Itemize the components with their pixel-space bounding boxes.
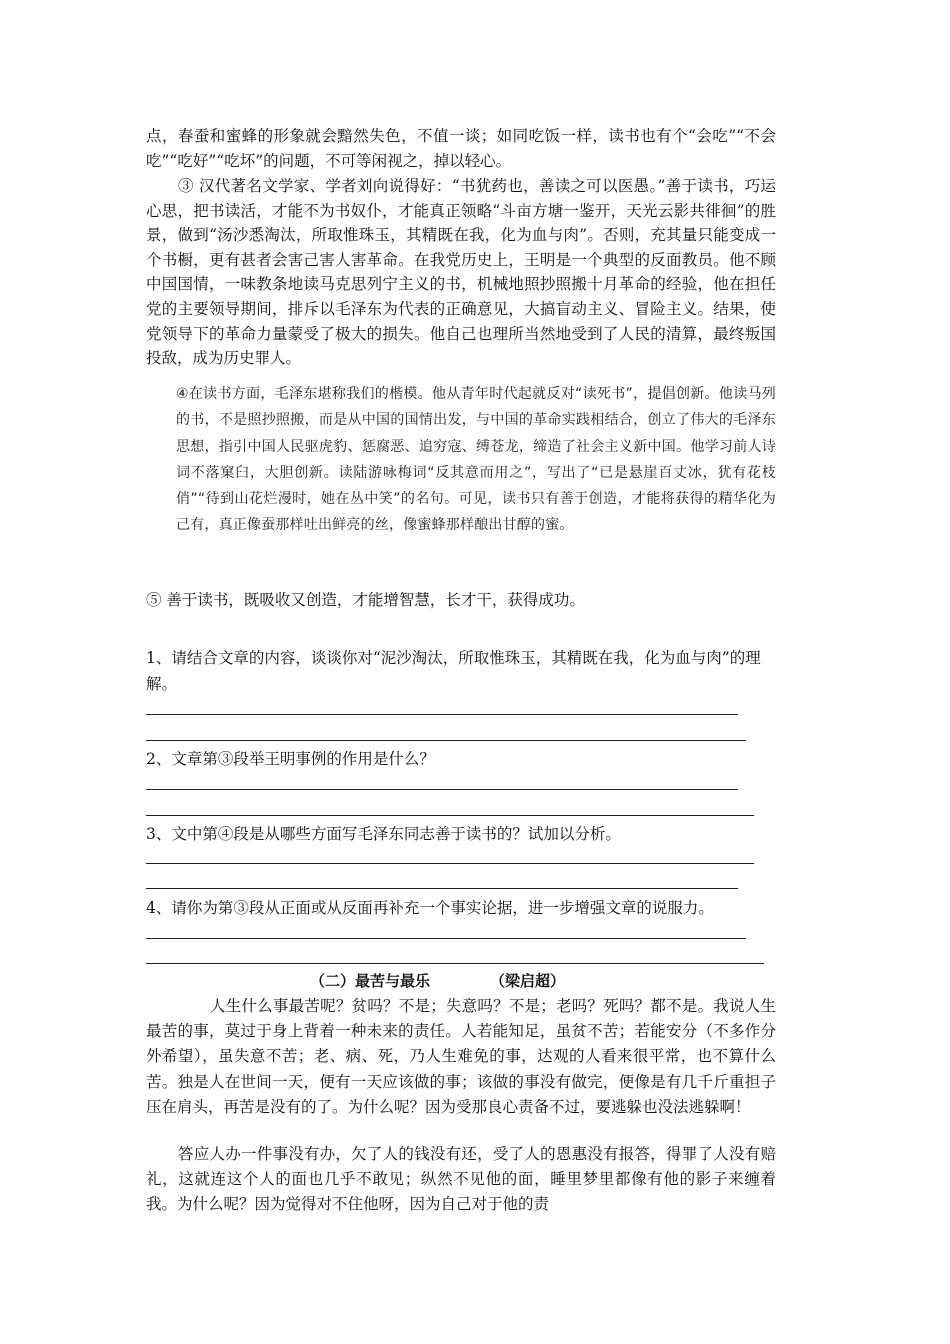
answer-line[interactable]	[146, 938, 746, 939]
paragraph-5: ⑤ 善于读书，既吸收又创造，才能增智慧，长才干，获得成功。	[146, 591, 585, 609]
answer-line[interactable]	[146, 888, 738, 889]
answer-line[interactable]	[146, 740, 746, 741]
paragraph-4-scanned: ④在读书方面，毛泽东堪称我们的楷模。他从青年时代起就反对“读死书”，提倡创新。他读马列的书，不是照抄照搬，而是从中国的国情出发，与中国的革命实践相结合，创立了伟大的毛泽东思想，指引中国人民驱虎豹、惩腐恶、追穷寇、缚苍龙，缔造了社会主义新中国。他学习前人诗词不落窠臼，大胆创新。读陆游咏梅词“反其意而用之”，写出了“已是悬崖百丈冰，犹有花枝俏”“待到山花烂漫时，她在丛中笑”的名句。可见，读书只有善于创造，才能将获得的精华化为己有，真正像蚕那样吐出鲜亮的丝，像蜜蜂那样酿出甘醇的蜜。	[176, 386, 776, 534]
answer-line[interactable]	[146, 789, 738, 790]
section-2-paragraph-1: 人生什么事最苦呢？贫吗？不是；失意吗？不是；老吗？死吗？都不是。我说人生最苦的事，莫过于身上背着一种未来的责任。人若能知足，虽贫不苦；若能安分（不多作分外希望），虽失意不苦；老、病、死，乃人生难免的事，达观的人看来很平常，也不算什么苦。独是人在世间一天，便有一天应该做的事；该做的事没有做完，便像是有几千斤重担子压在肩头，再苦是没有的了。为什么呢？因为受那良心责备不过，要逃躲也没法逃躲啊！	[146, 997, 776, 1116]
section-title-text: （二）最苦与最乐	[310, 972, 431, 990]
answer-line[interactable]	[146, 714, 738, 715]
question-3: 3、文中第④段是从哪些方面写毛泽东同志善于读书的？试加以分析。	[146, 825, 621, 843]
paragraph-3: ③ 汉代著名文学家、学者刘向说得好：“书犹药也，善读之可以医愚。”善于读书，巧运心思，把书读活，才能不为书奴仆，才能真正领略“斗亩方塘一鉴开，天光云影共徘徊”的胜景，做到“汤沙悉淘汰，所取惟珠玉，其精既在我，化为血与肉”。否则，充其量只能变成一个书橱，更有甚者会害己害人害革命。在我党历史上，王明是一个典型的反面教员。他不顾中国国情，一味教条地读马克思列宁主义的书，机械地照抄照搬十月革命的经验，他在担任党的主要领导期间，排斥以毛泽东为代表的正确意见，大搞盲动主义、冒险主义。结果，使党领导下的革命力量蒙受了极大的损失。他自己也理所当然地受到了人民的清算，最终叛国投敌，成为历史罪人。	[146, 177, 776, 368]
question-4: 4、请你为第③段从正面或从反面再补充一个事实论据，进一步增强文章的说服力。	[146, 899, 714, 917]
question-1: 1、请结合文章的内容，谈谈你对“泥沙淘汰，所取惟珠玉，其精既在我，化为血与肉”的理解。	[146, 649, 761, 693]
section-author: （梁启超）	[490, 972, 566, 990]
section-2-paragraph-2: 答应人办一件事没有办，欠了人的钱没有还，受了人的恩惠没有报答，得罪了人没有赔礼，这就连这个人的面也几乎不敢见；纵然不见他的面，睡里梦里都像有他的影子来缠着我。为什么呢？因为觉得对不住他呀，因为自己对于他的责	[146, 1145, 776, 1214]
answer-line[interactable]	[146, 863, 754, 864]
question-2: 2、文章第③段举王明事例的作用是什么？	[146, 750, 435, 768]
paragraph-2-end: 点，春蚕和蜜蜂的形象就会黯然失色，不值一谈；如同吃饭一样，读书也有个“会吃”“不会吃”“吃好”“吃坏”的问题，不可等闲视之，掉以轻心。	[146, 127, 776, 170]
answer-line[interactable]	[146, 963, 764, 964]
answer-line[interactable]	[146, 815, 754, 816]
section-title	[310, 969, 565, 993]
